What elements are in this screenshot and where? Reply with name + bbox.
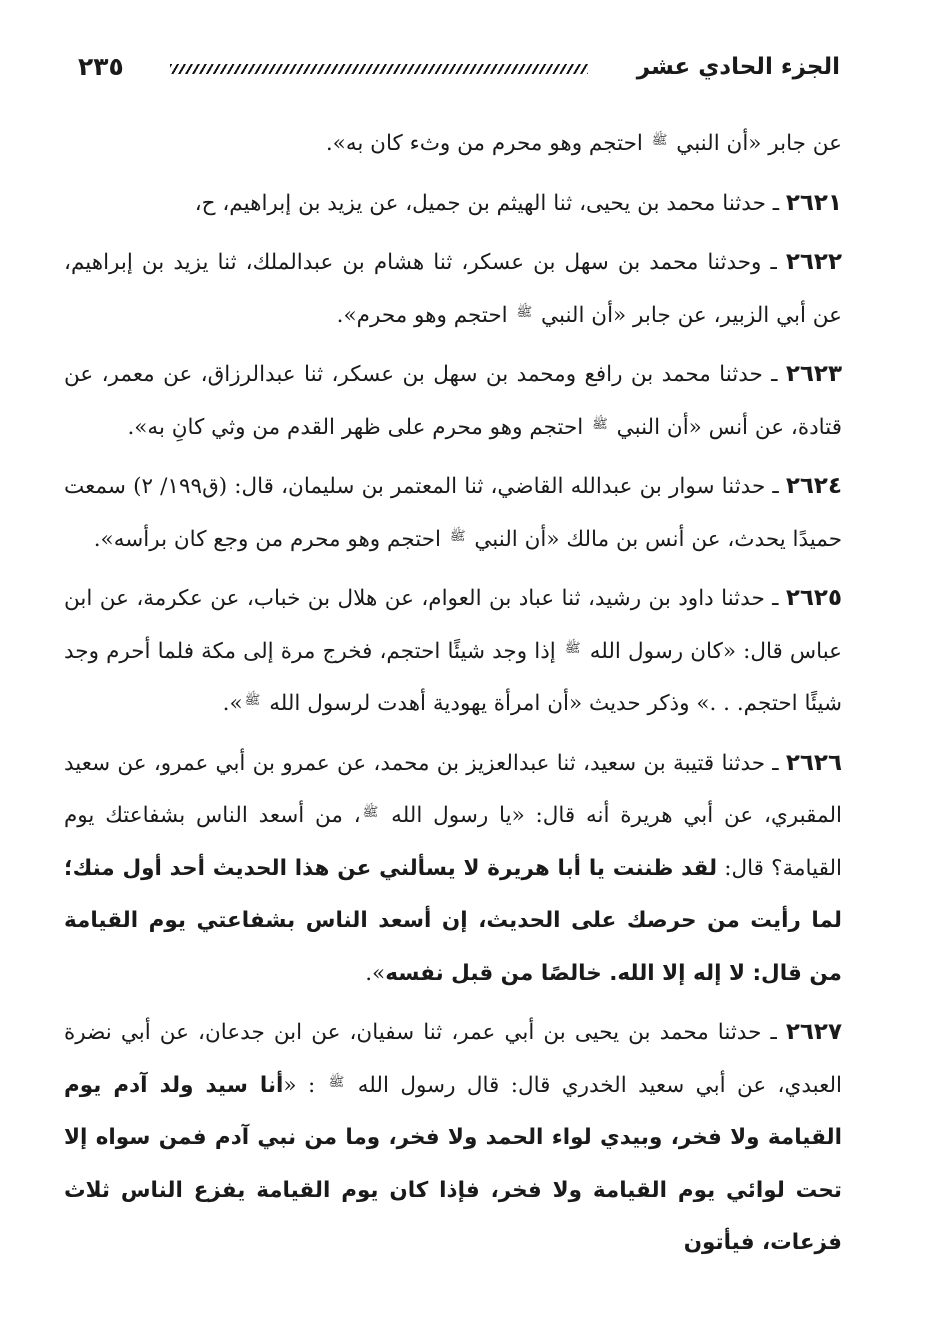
header-ornamental-rule (170, 64, 588, 74)
hadith-text-segment: : « (283, 1072, 327, 1098)
hadith-matn-bold-text: لقد ظننت يا أبا هريرة لا يسألني عن هذا الحديث أحد أول منك؛ لما رأيت من حرصك على الحديث، إن أسعد الناس بشفاعتي يوم القيامة من قال: لا إله إلا الله. خالصًا من قبل نفسه (64, 855, 842, 986)
salawat-ligature-icon: ﷺ (328, 1074, 345, 1090)
salawat-ligature-icon: ﷺ (564, 640, 581, 656)
hadith-paragraph (64, 177, 842, 231)
hadith-text-segment: احتجم وهو محرم». (336, 302, 515, 328)
hadith-number: ٢٦٢٧ (785, 1019, 842, 1045)
hadith-paragraph (64, 1006, 842, 1270)
page-header (78, 52, 840, 92)
hadith-paragraph (64, 118, 842, 171)
hadith-text-segment: احتجم وهو محرم من وثء كان به». (325, 131, 650, 156)
hadith-text-segment: ـ حدثنا محمد بن رافع ومحمد بن سهل بن عسكر، ثنا عبدالرزاق، عن معمر، عن قتادة، عن أنس «أن النبي (64, 362, 842, 440)
hadith-number: ٢٦٢٢ (785, 249, 842, 275)
salawat-ligature-icon: ﷺ (244, 693, 261, 708)
hadith-text-segment: ـ حدثنا سوار بن عبدالله القاضي، ثنا المعتمر بن سليمان، قال: (ق١٩٩/ ٢) سمعت حميدًا يحدث، عن أنس بن مالك «أن النبي (64, 474, 842, 552)
hadith-text-segment: ». (365, 960, 386, 986)
hadith-paragraph (64, 236, 842, 342)
salawat-ligature-icon: ﷺ (651, 133, 668, 148)
salawat-ligature-icon: ﷺ (516, 304, 533, 320)
hadith-number: ٢٦٢٥ (785, 585, 842, 611)
hadith-text-segment: ـ حدثنا محمد بن يحيى بن أبي عمر، ثنا سفيان، عن ابن جدعان، عن أبي نضرة العبدي، عن أبي سعيد الخدري قال: قال رسول الله (64, 1020, 842, 1098)
hadith-paragraph (64, 737, 842, 1001)
hadith-text-segment: ـ حدثنا محمد بن يحيى، ثنا الهيثم بن جميل، عن يزيد بن إبراهيم، ح، (194, 190, 786, 216)
hadith-text-segment: ». (222, 691, 243, 716)
hadith-text-segment: ـ وحدثنا محمد بن سهل بن عسكر، ثنا هشام بن عبدالملك، ثنا يزيد بن إبراهيم، عن أبي الزبير، عن جابر «أن النبي (64, 250, 842, 328)
hadith-text-segment: ـ حدثنا قتيبة بن سعيد، ثنا عبدالعزيز بن محمد، عن عمرو بن أبي عمرو، عن سعيد المقبري، عن أبي هريرة أنه قال: «يا رسول الله (64, 750, 842, 828)
salawat-ligature-icon: ﷺ (362, 805, 379, 820)
hadith-number: ٢٦٢١ (785, 189, 842, 216)
running-title: الجزء الحادي عشر (636, 54, 840, 80)
hadith-text-segment: احتجم وهو محرم على ظهر القدم من وثي كانِ به». (127, 414, 591, 440)
hadith-text-segment: احتجم وهو محرم من وجع كان برأسه». (93, 526, 448, 552)
salawat-ligature-icon: ﷺ (449, 528, 466, 544)
hadith-paragraph (64, 572, 842, 731)
hadith-paragraph (64, 348, 842, 454)
hadith-text-body (64, 118, 842, 1270)
hadith-paragraph (64, 460, 842, 566)
hadith-text-segment: إذا وجد شيئًا احتجم، فخرج مرة إلى مكة فلما أحرم وجد شيئًا احتجم. . .» وذكر حديث «أن امرأة يهودية أهدت لرسول الله (64, 638, 842, 716)
hadith-matn-bold-text: أنا سيد ولد آدم يوم القيامة ولا فخر، وبيدي لواء الحمد ولا فخر، وما من نبي آدم فمن سواه إلا تحت لوائي يوم القيامة ولا فخر، فإذا كان يوم القيامة يفزع الناس ثلاث فزعات، فيأتون (64, 1072, 842, 1255)
hadith-number: ٢٦٢٦ (785, 749, 842, 776)
hadith-text-segment: ـ حدثنا داود بن رشيد، ثنا عباد بن العوام، عن هلال بن خباب، عن عكرمة، عن ابن عباس قال: «كان رسول الله (64, 586, 843, 664)
hadith-text-segment: عن جابر «أن النبي (669, 131, 842, 156)
hadith-number: ٢٦٢٤ (785, 473, 842, 499)
hadith-text-segment: ، من أسعد الناس بشفاعتك يوم القيامة؟ قال: (64, 803, 842, 881)
salawat-ligature-icon: ﷺ (592, 416, 608, 432)
hadith-number: ٢٦٢٣ (785, 361, 842, 387)
page-number: ٢٣٥ (78, 52, 124, 81)
